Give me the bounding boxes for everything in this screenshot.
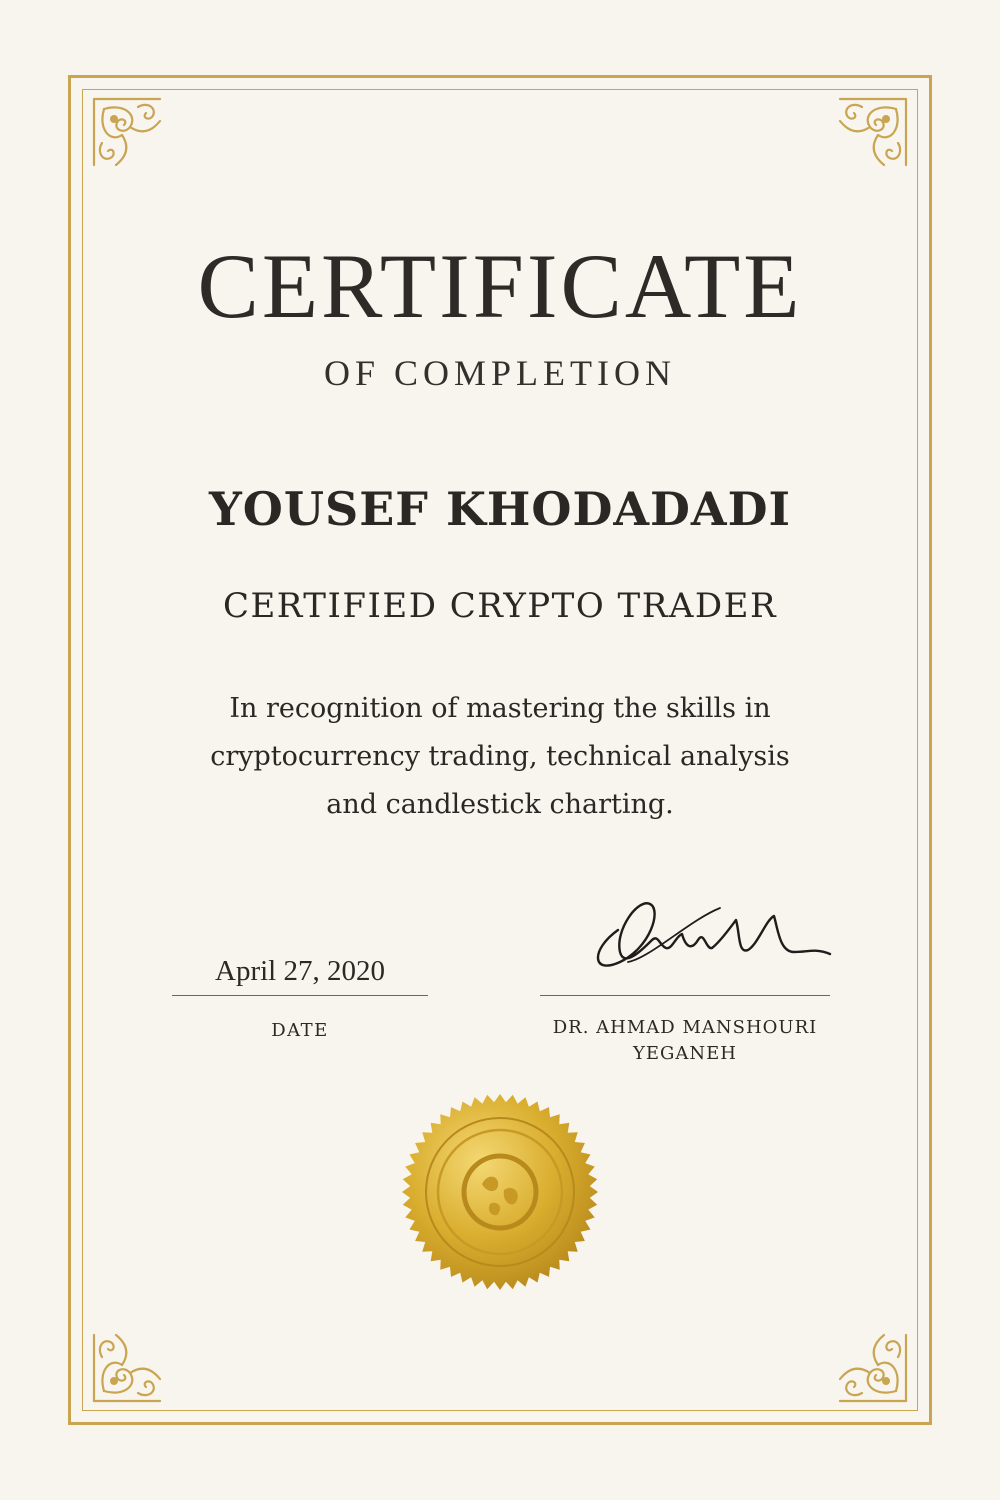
signer-name	[530, 1015, 840, 1067]
certificate-subtitle: OF COMPLETION	[323, 353, 676, 393]
corner-ornament-icon	[830, 95, 910, 175]
corner-ornament-icon	[90, 95, 170, 175]
recipient-name: YOUSEF KHODADADI	[208, 482, 792, 536]
date-value: April 27, 2020	[215, 955, 385, 987]
corner-ornament-icon	[90, 1325, 170, 1405]
date-line	[172, 995, 428, 996]
gold-seal-icon	[400, 1092, 600, 1292]
corner-ornament-icon	[830, 1325, 910, 1405]
description-line: cryptocurrency trading, technical analysis	[210, 741, 790, 772]
signer-name-line: YEGANEH	[633, 1043, 737, 1064]
description-line: In recognition of mastering the skills in	[229, 693, 771, 724]
date-caption: DATE	[271, 1020, 329, 1041]
description-line: and candlestick charting.	[326, 789, 674, 820]
course-title: CERTIFIED CRYPTO TRADER	[222, 586, 778, 626]
signature-icon	[580, 890, 840, 985]
signature-line	[540, 995, 830, 996]
certificate-title: CERTIFICATE	[197, 235, 803, 337]
signer-name-line: DR. AHMAD MANSHOURI	[552, 1017, 818, 1038]
description	[150, 685, 850, 829]
